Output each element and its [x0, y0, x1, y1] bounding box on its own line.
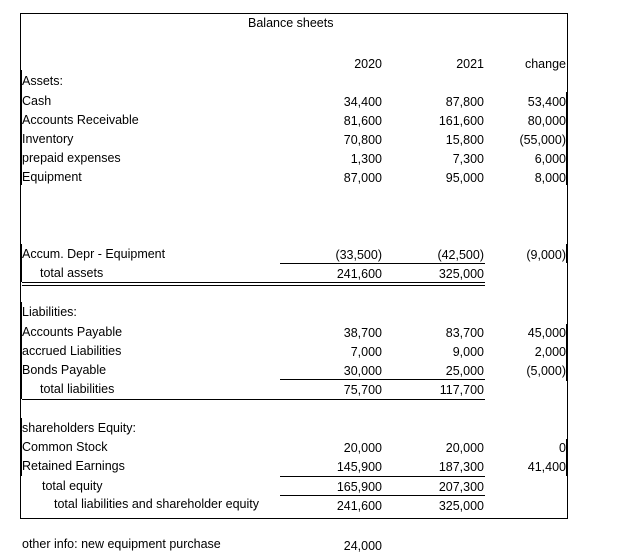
row-label-accounts-payable: Accounts Payable [22, 325, 123, 339]
right-border-equity [566, 439, 568, 476]
row-label-accum-depr: Accum. Depr - Equipment [22, 247, 166, 261]
cell-common-2021: 20,000 [445, 441, 484, 455]
cell-inventory-2020: 70,800 [343, 133, 382, 147]
cell-inventory-change: (55,000) [519, 133, 566, 147]
column-header-change: change [524, 57, 566, 71]
cell-grand-total-2021: 325,000 [438, 499, 484, 513]
cell-retained-change: 41,400 [527, 460, 566, 474]
cell-prepaid-2020: 1,300 [350, 152, 382, 166]
underline-liabilities-section [22, 399, 485, 400]
cell-prepaid-change: 6,000 [534, 152, 566, 166]
cell-ar-change: 80,000 [527, 114, 566, 128]
cell-ap-2020: 38,700 [343, 326, 382, 340]
cell-retained-2021: 187,300 [438, 460, 484, 474]
row-label-equipment: Equipment [22, 170, 82, 184]
cell-total-assets-2020: 241,600 [336, 267, 382, 281]
underline-grand-total [280, 495, 485, 496]
row-label-accrued-liabilities: accrued Liabilities [22, 344, 122, 358]
double-underline-1 [22, 282, 485, 283]
row-label-bonds-payable: Bonds Payable [22, 363, 107, 377]
cell-prepaid-2021: 7,300 [452, 152, 484, 166]
cell-equipment-change: 8,000 [534, 171, 566, 185]
cell-bonds-2021: 25,000 [445, 364, 484, 378]
underline-total-liabilities [280, 379, 485, 380]
cell-equipment-2021: 95,000 [445, 171, 484, 185]
equity-header: shareholders Equity: [22, 421, 136, 435]
cell-ar-2021: 161,600 [438, 114, 484, 128]
column-header-2020: 2020 [354, 57, 382, 71]
row-label-total-assets: total assets [40, 266, 104, 280]
cell-total-liabilities-2020: 75,700 [343, 383, 382, 397]
row-label-total-liabilities: total liabilities [40, 382, 115, 396]
right-border-assets [566, 92, 568, 185]
right-border-liabilities [566, 324, 568, 381]
cell-total-assets-2021: 325,000 [438, 267, 484, 281]
sheet-title: Balance sheets [248, 16, 334, 30]
cell-total-liabilities-2021: 117,700 [439, 383, 484, 397]
cell-common-change: 0 [559, 441, 566, 455]
cell-equipment-2020: 87,000 [343, 171, 382, 185]
cell-retained-2020: 145,900 [336, 460, 382, 474]
cell-common-2020: 20,000 [343, 441, 382, 455]
cell-total-equity-2020: 165,900 [336, 480, 382, 494]
cell-accum-2021: (42,500) [437, 248, 484, 262]
row-label-accounts-receivable: Accounts Receivable [22, 113, 139, 127]
cell-cash-2021: 87,800 [445, 95, 484, 109]
row-label-cash: Cash [22, 94, 52, 108]
cell-accum-2020: (33,500) [335, 248, 382, 262]
column-header-2021: 2021 [456, 57, 484, 71]
double-underline-2 [22, 285, 485, 286]
assets-header: Assets: [22, 74, 63, 88]
cell-bonds-2020: 30,000 [343, 364, 382, 378]
other-info-label: other info: new equipment purchase [22, 537, 221, 551]
cell-grand-total-2020: 241,600 [336, 499, 382, 513]
row-border-assets [21, 70, 22, 185]
other-info-value: 24,000 [343, 539, 382, 553]
row-label-total-equity: total equity [42, 479, 103, 493]
cell-accum-change: (9,000) [526, 248, 566, 262]
underline-total-assets [280, 263, 485, 264]
row-label-inventory: Inventory [22, 132, 74, 146]
cell-bonds-change: (5,000) [526, 364, 566, 378]
row-label-common-stock: Common Stock [22, 440, 108, 454]
right-border-accum [566, 244, 568, 263]
cell-cash-2020: 34,400 [343, 95, 382, 109]
cell-total-equity-2021: 207,300 [438, 480, 484, 494]
row-label-grand-total: total liabilities and shareholder equity [54, 497, 259, 511]
cell-ap-2021: 83,700 [445, 326, 484, 340]
cell-accrued-change: 2,000 [534, 345, 566, 359]
row-label-prepaid-expenses: prepaid expenses [22, 151, 121, 165]
liabilities-header: Liabilities: [22, 305, 77, 319]
cell-ar-2020: 81,600 [343, 114, 382, 128]
cell-ap-change: 45,000 [527, 326, 566, 340]
cell-accrued-2021: 9,000 [452, 345, 484, 359]
cell-inventory-2021: 15,800 [445, 133, 484, 147]
row-label-retained-earnings: Retained Earnings [22, 459, 125, 473]
cell-accrued-2020: 7,000 [350, 345, 382, 359]
underline-total-equity [280, 476, 485, 477]
cell-cash-change: 53,400 [527, 95, 566, 109]
